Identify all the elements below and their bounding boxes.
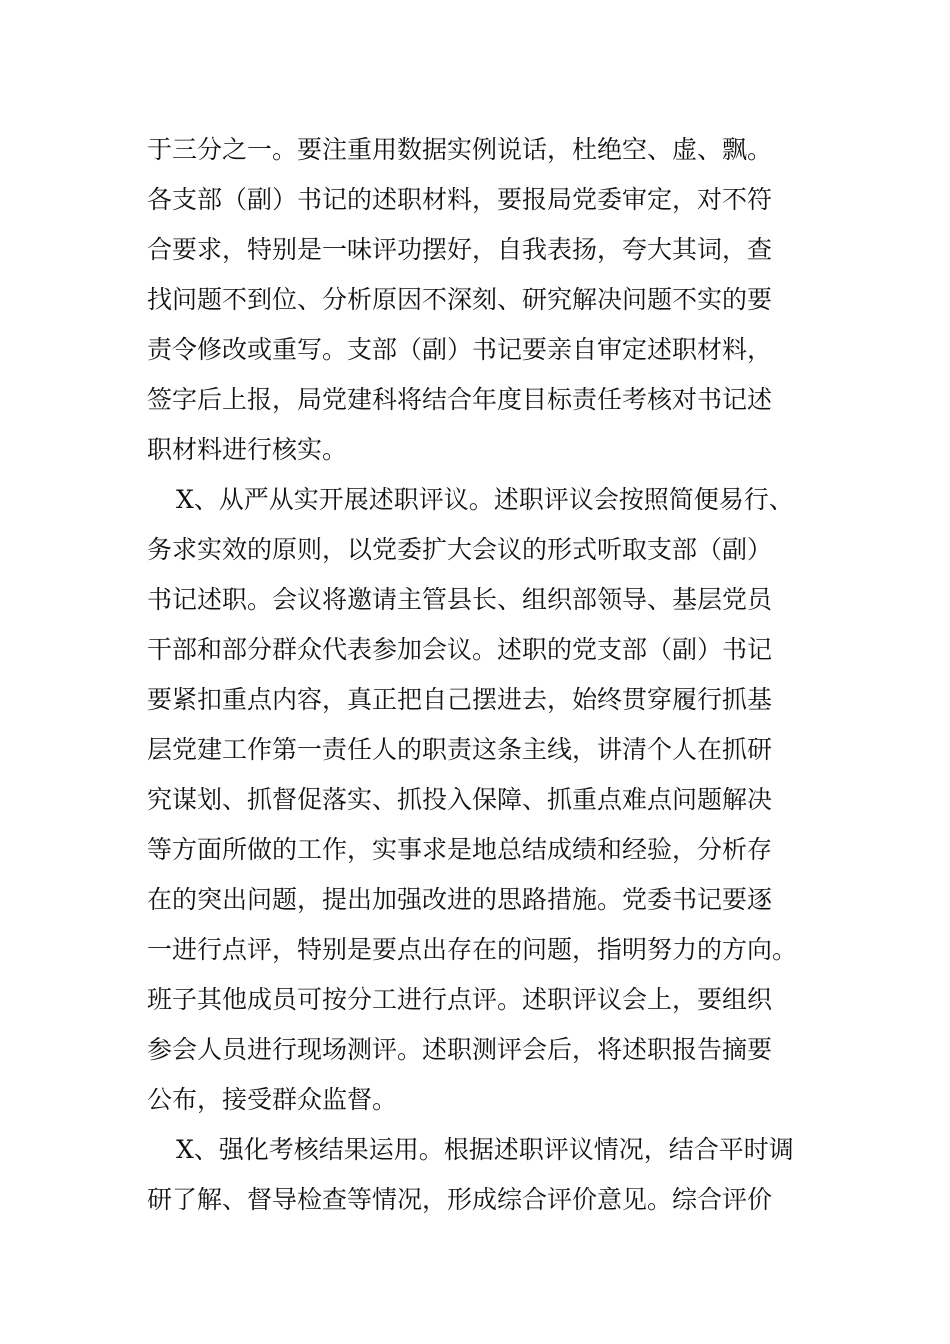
text-line: 班子其他成员可按分工进行点评。述职评议会上，要组织 <box>147 985 773 1014</box>
text-line: 公布，接受群众监督。 <box>147 1085 398 1114</box>
text-line: 书记述职。会议将邀请主管县长、组织部领导、基层党员 <box>147 585 773 614</box>
text-line: 签字后上报，局党建科将结合年度目标责任考核对书记述 <box>147 385 773 414</box>
text-line: 于三分之一。要注重用数据实例说话，杜绝空、虚、飘。 <box>147 135 773 164</box>
text-line: 职材料进行核实。 <box>147 435 348 464</box>
paragraph-start-line: X、从严从实开展述职评议。述职评议会按照简便易行、 <box>176 485 794 514</box>
text-line: 一进行点评，特别是要点出存在的问题，指明努力的方向。 <box>147 935 798 964</box>
text-line: 研了解、督导检查等情况，形成综合评价意见。综合评价 <box>147 1185 773 1214</box>
text-line: 参会人员进行现场测评。述职测评会后，将述职报告摘要 <box>147 1035 773 1064</box>
text-line: 在的突出问题，提出加强改进的思路措施。党委书记要逐 <box>147 885 773 914</box>
text-line: 干部和部分群众代表参加会议。述职的党支部（副）书记 <box>147 635 773 664</box>
paragraph-start-line: X、强化考核结果运用。根据述职评议情况，结合平时调 <box>176 1135 794 1164</box>
text-line: 等方面所做的工作，实事求是地总结成绩和经验，分析存 <box>147 835 773 864</box>
text-line: 责令修改或重写。支部（副）书记要亲自审定述职材料， <box>147 335 773 364</box>
text-line: 务求实效的原则，以党委扩大会议的形式听取支部（副） <box>147 535 773 564</box>
text-line: 要紧扣重点内容，真正把自己摆进去，始终贯穿履行抓基 <box>147 685 773 714</box>
text-line: 找问题不到位、分析原因不深刻、研究解决问题不实的要 <box>147 285 773 314</box>
text-line: 究谋划、抓督促落实、抓投入保障、抓重点难点问题解决 <box>147 785 773 814</box>
text-line: 各支部（副）书记的述职材料，要报局党委审定，对不符 <box>147 185 773 214</box>
text-line: 合要求，特别是一味评功摆好，自我表扬，夸大其词，查 <box>147 235 773 264</box>
text-line: 层党建工作第一责任人的职责这条主线，讲清个人在抓研 <box>147 735 773 764</box>
